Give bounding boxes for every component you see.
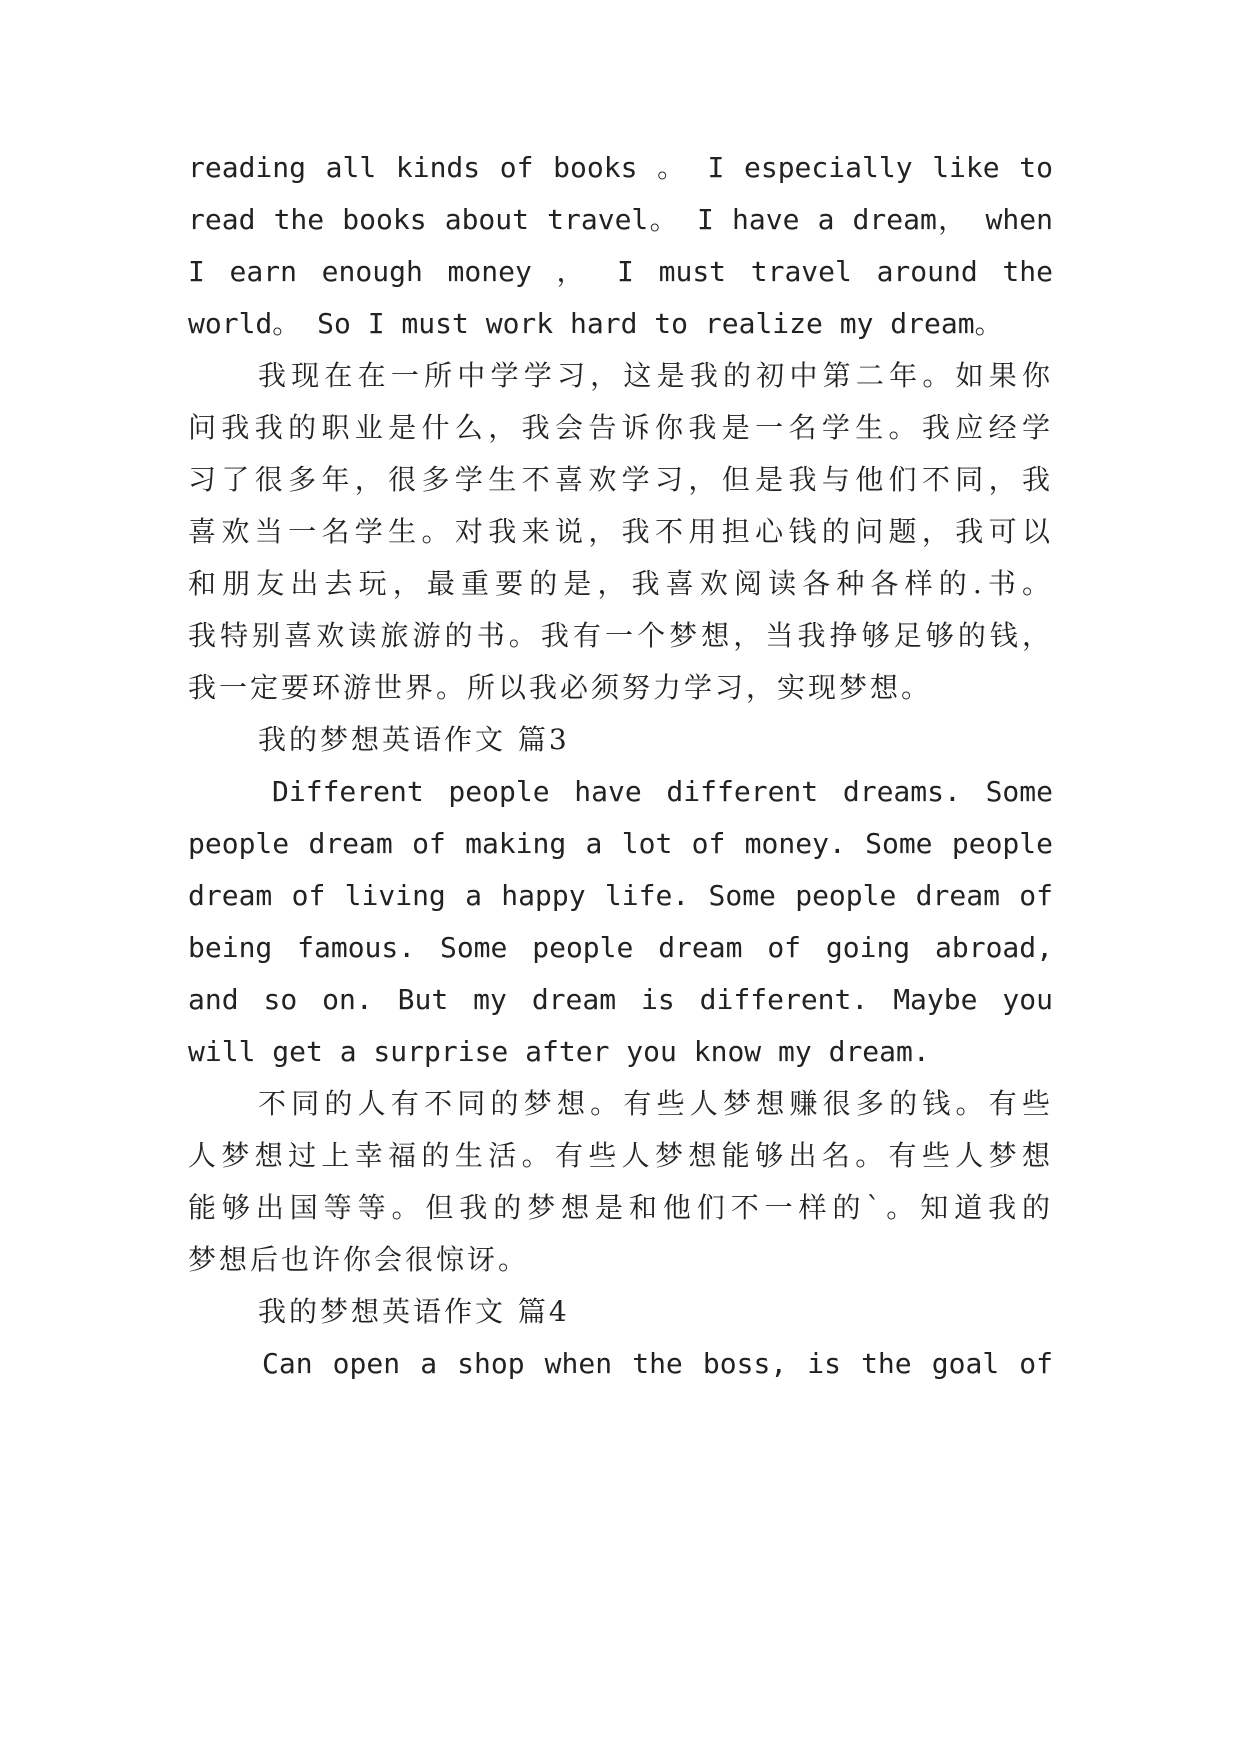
paragraph-line: 问我我的职业是什么，我会告诉你我是一名学生。我应经学: [188, 411, 1053, 444]
paragraph-line: I earn enough money ， I must travel around the: [188, 255, 1053, 288]
section-heading: 我的梦想英语作文 篇4: [258, 1295, 570, 1328]
paragraph-line: will get a surprise after you know my dream.: [188, 1035, 930, 1068]
paragraph-line: 和朋友出去玩，最重要的是，我喜欢阅读各种各样的.书。: [188, 567, 1053, 600]
paragraph-line: Different people have different dreams. Some: [272, 775, 1053, 808]
section-heading: 我的梦想英语作文 篇3: [258, 723, 570, 756]
paragraph-line: 梦想后也许你会很惊讶。: [188, 1243, 530, 1276]
paragraph-line: reading all kinds of books 。 I especially like to: [188, 151, 1053, 184]
paragraph-line: 人梦想过上幸福的生活。有些人梦想能够出名。有些人梦想: [188, 1139, 1053, 1172]
paragraph-line: Can open a shop when the boss, is the goal of: [262, 1347, 1053, 1380]
paragraph-line: 我特别喜欢读旅游的书。我有一个梦想，当我挣够足够的钱，: [188, 619, 1053, 652]
paragraph-line: 习了很多年，很多学生不喜欢学习，但是我与他们不同，我: [188, 463, 1053, 496]
paragraph-line: read the books about travel。 I have a dream， when: [188, 203, 1053, 236]
paragraph-line: people dream of making a lot of money. Some people: [188, 827, 1053, 860]
paragraph-line: 不同的人有不同的梦想。有些人梦想赚很多的钱。有些: [258, 1087, 1053, 1120]
paragraph-line: 喜欢当一名学生。对我来说，我不用担心钱的问题，我可以: [188, 515, 1053, 548]
paragraph-line: world。 So I must work hard to realize my dream。: [188, 307, 1003, 340]
paragraph-line: being famous. Some people dream of going abroad,: [188, 931, 1053, 964]
paragraph-line: dream of living a happy life. Some people dream of: [188, 879, 1053, 912]
paragraph-line: 我一定要环游世界。所以我必须努力学习，实现梦想。: [188, 671, 933, 704]
paragraph-line: 我现在在一所中学学习，这是我的初中第二年。如果你: [258, 359, 1053, 392]
paragraph-line: 能够出国等等。但我的梦想是和他们不一样的`。知道我的: [188, 1191, 1053, 1224]
paragraph-line: and so on. But my dream is different. Maybe you: [188, 983, 1053, 1016]
